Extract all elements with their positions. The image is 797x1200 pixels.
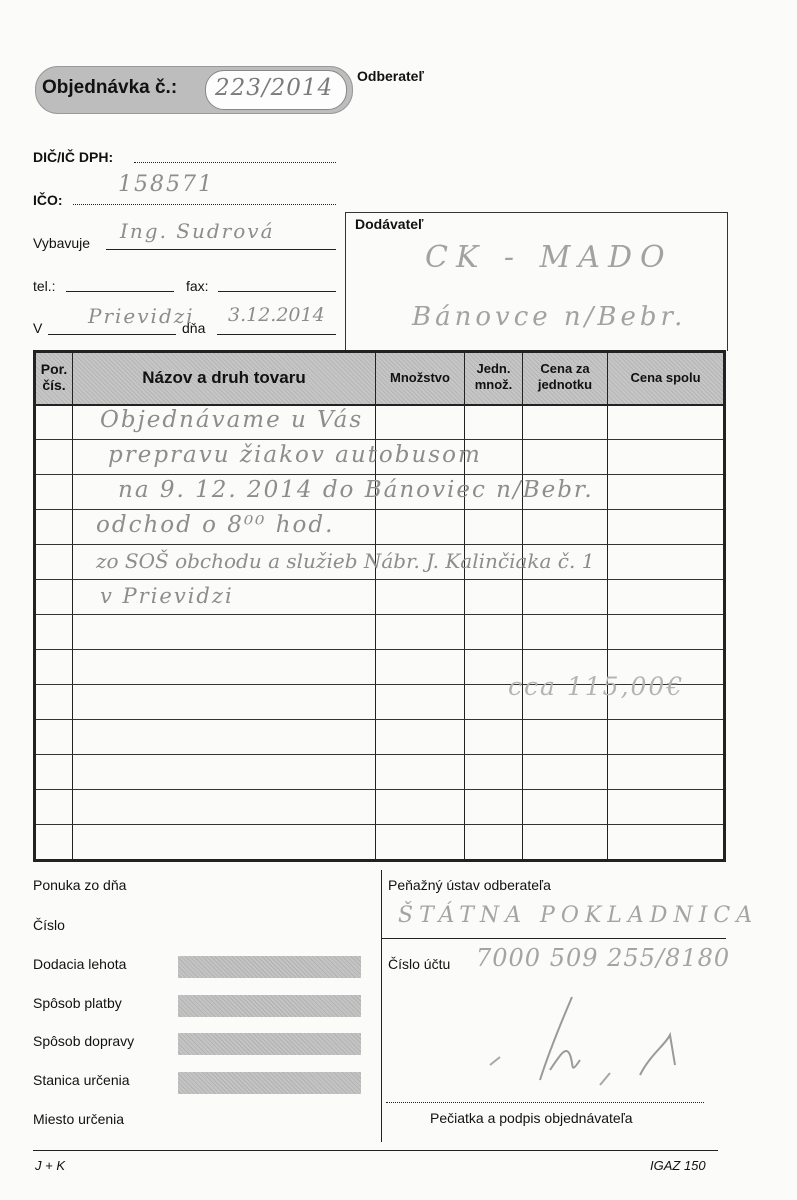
col-line-1 bbox=[72, 353, 73, 859]
row-line bbox=[36, 579, 723, 580]
row-line bbox=[36, 439, 723, 440]
ico-value: 158571 bbox=[118, 172, 214, 197]
col-line-5 bbox=[607, 353, 608, 859]
supplier-label: Dodávateľ bbox=[355, 216, 424, 232]
order-text-line: odchod o 8⁰⁰ hod. bbox=[96, 512, 335, 538]
order-text-line: prepravu žiakov autobusom bbox=[108, 442, 482, 468]
bank-value: ŠTÁTNA POKLADNICA bbox=[398, 903, 759, 928]
ponuka-label: Ponuka zo dňa bbox=[33, 877, 127, 893]
signature-mark bbox=[470, 985, 720, 1095]
tel-line bbox=[66, 291, 174, 292]
doprava-field bbox=[178, 1033, 361, 1055]
row-line bbox=[36, 649, 723, 650]
header-por: Por. čís. bbox=[40, 361, 68, 393]
header-nazov: Názov a druh tovaru bbox=[142, 368, 306, 387]
fax-line bbox=[218, 291, 336, 292]
vybavuje-value: Ing. Sudrová bbox=[120, 219, 275, 243]
v-label: V bbox=[33, 320, 43, 336]
col-line-3 bbox=[464, 353, 465, 859]
dic-label: DIČ/IČ DPH: bbox=[33, 149, 114, 165]
header-mnozstvo: Množstvo bbox=[390, 370, 450, 385]
header-cena-jedn: Cena za jednotku bbox=[537, 361, 593, 392]
left-code: J + K bbox=[35, 1158, 65, 1173]
ico-line bbox=[73, 204, 336, 205]
platba-label: Spôsob platby bbox=[33, 995, 122, 1011]
date-value: 3.12.2014 bbox=[228, 304, 325, 326]
order-text-line: Objednávame u Vás bbox=[100, 407, 364, 433]
place-value: Prievidzi bbox=[88, 304, 195, 328]
platba-field bbox=[178, 995, 361, 1017]
vybavuje-line bbox=[106, 249, 336, 250]
row-line bbox=[36, 719, 723, 720]
row-line bbox=[36, 509, 723, 510]
doprava-label: Spôsob dopravy bbox=[33, 1033, 135, 1049]
fax-label: fax: bbox=[186, 278, 209, 294]
vybavuje-label: Vybavuje bbox=[33, 235, 91, 251]
dna-label: dňa bbox=[182, 320, 206, 336]
order-total: cca 115,00€ bbox=[508, 672, 685, 701]
supplier-city: Bánovce n/Bebr. bbox=[412, 302, 687, 332]
dodacia-label: Dodacia lehota bbox=[33, 956, 127, 972]
row-line bbox=[36, 614, 723, 615]
col-line-4 bbox=[522, 353, 523, 859]
stanica-field bbox=[178, 1072, 361, 1094]
order-number-value: 223/2014 bbox=[215, 75, 334, 101]
cislo-label: Číslo bbox=[33, 917, 65, 933]
row-line bbox=[36, 754, 723, 755]
bank-label: Peňažný ústav odberateľa bbox=[388, 877, 551, 893]
form-code: IGAZ 150 bbox=[650, 1158, 706, 1173]
order-text-line: v Prievidzi bbox=[100, 584, 234, 608]
dodacia-field bbox=[178, 956, 361, 978]
ico-label: IČO: bbox=[33, 192, 63, 208]
dic-line bbox=[134, 162, 336, 163]
header-cena-spolu: Cena spolu bbox=[630, 370, 701, 385]
header-jedn: Jedn. množ. bbox=[474, 361, 513, 392]
order-title: Objednávka č.: bbox=[42, 77, 178, 98]
signature-label: Pečiatka a podpis objednávateľa bbox=[430, 1110, 633, 1126]
account-value: 7000 509 255/8180 bbox=[476, 944, 731, 972]
buyer-label: Odberateľ bbox=[357, 68, 424, 84]
order-text-line: zo SOŠ obchodu a služieb Nábr. J. Kalinčiaka č. 1 bbox=[96, 549, 595, 573]
row-line bbox=[36, 824, 723, 825]
row-line bbox=[36, 544, 723, 545]
supplier-name: CK - MADO bbox=[425, 240, 673, 275]
account-label: Číslo účtu bbox=[388, 956, 451, 972]
footer-bottom-line bbox=[33, 1150, 718, 1151]
signature-line bbox=[386, 1102, 704, 1103]
stanica-label: Stanica určenia bbox=[33, 1072, 130, 1088]
bank-line bbox=[381, 938, 726, 939]
col-line-2 bbox=[375, 353, 376, 859]
date-line bbox=[217, 334, 336, 335]
footer-divider bbox=[381, 870, 382, 1142]
tel-label: tel.: bbox=[33, 278, 56, 294]
row-line bbox=[36, 474, 723, 475]
order-text-line: na 9. 12. 2014 do Bánoviec n/Bebr. bbox=[118, 477, 594, 503]
miesto-label: Miesto určenia bbox=[33, 1111, 125, 1127]
row-line bbox=[36, 789, 723, 790]
place-line bbox=[48, 334, 176, 335]
